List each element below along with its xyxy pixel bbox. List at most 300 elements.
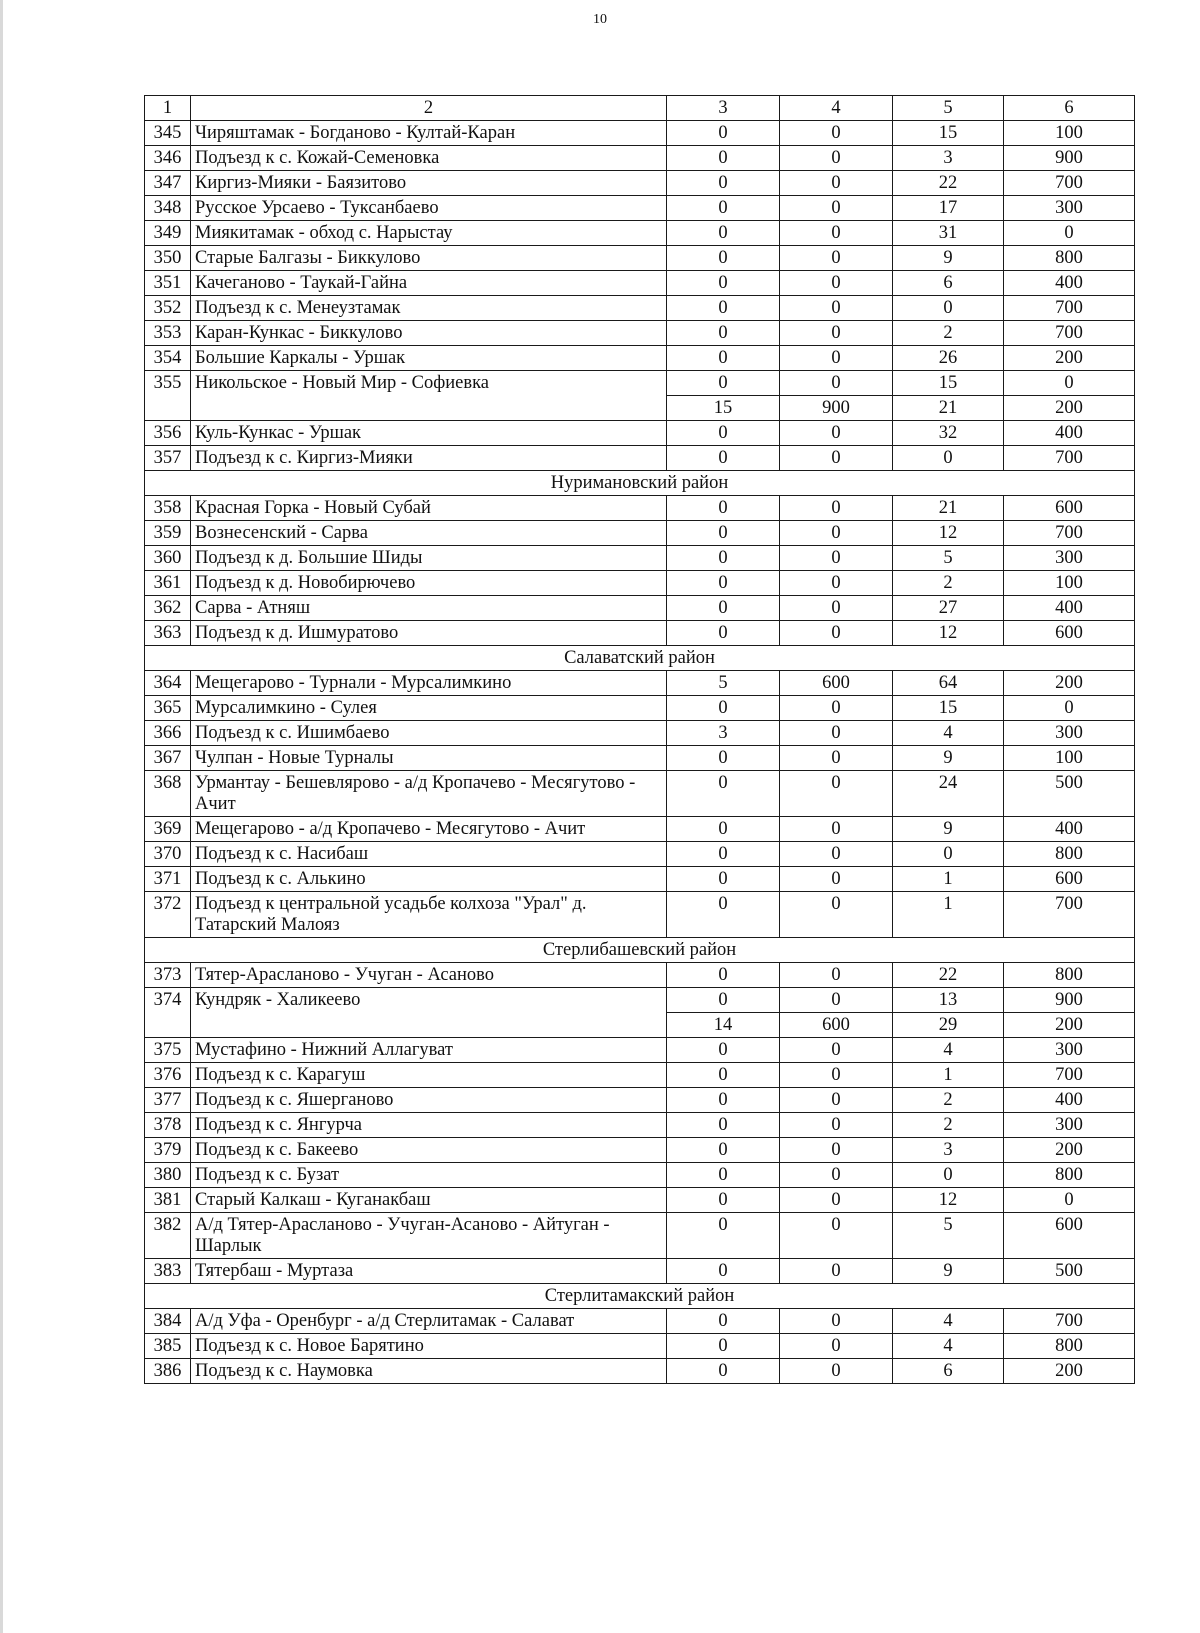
col4-value: 0 <box>780 1038 893 1063</box>
row-number: 373 <box>145 963 191 988</box>
road-name: Куль-Кункас - Уршак <box>191 421 667 446</box>
table-row <box>145 121 1135 146</box>
col4-value: 0 <box>780 421 893 446</box>
row-number: 349 <box>145 221 191 246</box>
col3-value: 0 <box>667 246 780 271</box>
col5-value: 4 <box>893 1334 1004 1359</box>
table-row <box>145 867 1135 892</box>
col5-value: 22 <box>893 963 1004 988</box>
col6-value: 600 <box>1004 1213 1135 1259</box>
road-name: Подъезд к д. Новобирючево <box>191 571 667 596</box>
col6-value: 800 <box>1004 842 1135 867</box>
roads-table <box>144 95 1135 1384</box>
col4-value: 600 <box>780 671 893 696</box>
road-name: Подъезд к с. Ишимбаево <box>191 721 667 746</box>
header-cell: 6 <box>1004 96 1135 121</box>
road-name: Русское Урсаево - Туксанбаево <box>191 196 667 221</box>
col3-value: 0 <box>667 1359 780 1384</box>
col4-value: 0 <box>780 746 893 771</box>
district-name: Стерлитамакский район <box>145 1284 1135 1309</box>
table-row <box>145 1038 1135 1063</box>
col5-value: 12 <box>893 621 1004 646</box>
col4-value: 0 <box>780 1138 893 1163</box>
header-row <box>145 96 1135 121</box>
col3-value: 0 <box>667 146 780 171</box>
table-row <box>145 696 1135 721</box>
col3-value: 0 <box>667 371 780 396</box>
table-row <box>145 721 1135 746</box>
col6-value: 600 <box>1004 867 1135 892</box>
row-number: 380 <box>145 1163 191 1188</box>
table-row <box>145 296 1135 321</box>
col3-value: 0 <box>667 521 780 546</box>
col5-value: 1 <box>893 867 1004 892</box>
road-name: Чиряштамак - Богданово - Култай-Каран <box>191 121 667 146</box>
table-row <box>145 1138 1135 1163</box>
col6-value: 700 <box>1004 892 1135 938</box>
col3-value: 0 <box>667 1213 780 1259</box>
col4-value: 0 <box>780 596 893 621</box>
col4-value: 0 <box>780 1188 893 1213</box>
roads-table-body <box>145 96 1135 1384</box>
table-row <box>145 1113 1135 1138</box>
col6-value: 800 <box>1004 963 1135 988</box>
col5-value: 5 <box>893 1213 1004 1259</box>
col5-value: 12 <box>893 1188 1004 1213</box>
col6-value: 0 <box>1004 371 1135 396</box>
col6-value: 0 <box>1004 1188 1135 1213</box>
col6-value: 400 <box>1004 1088 1135 1113</box>
col3-value: 14 <box>667 1013 780 1038</box>
col3-value: 0 <box>667 221 780 246</box>
col5-value: 0 <box>893 842 1004 867</box>
col6-value: 200 <box>1004 671 1135 696</box>
col3-value: 0 <box>667 271 780 296</box>
row-number: 359 <box>145 521 191 546</box>
col4-value: 0 <box>780 246 893 271</box>
row-number: 377 <box>145 1088 191 1113</box>
col5-value: 64 <box>893 671 1004 696</box>
col6-value: 100 <box>1004 121 1135 146</box>
col5-value: 6 <box>893 271 1004 296</box>
row-number: 354 <box>145 346 191 371</box>
table-row <box>145 771 1135 817</box>
row-number: 347 <box>145 171 191 196</box>
col3-value: 0 <box>667 196 780 221</box>
col6-value: 200 <box>1004 1013 1135 1038</box>
row-number: 367 <box>145 746 191 771</box>
col3-value: 0 <box>667 321 780 346</box>
row-number: 353 <box>145 321 191 346</box>
col4-value: 0 <box>780 842 893 867</box>
col5-value: 0 <box>893 296 1004 321</box>
table-row <box>145 842 1135 867</box>
row-number: 364 <box>145 671 191 696</box>
row-number: 376 <box>145 1063 191 1088</box>
road-name: Подъезд к центральной усадьбе колхоза "Урал" д. Татарский Малояз <box>191 892 667 938</box>
col6-value: 200 <box>1004 1359 1135 1384</box>
col6-value: 700 <box>1004 321 1135 346</box>
col6-value: 900 <box>1004 146 1135 171</box>
road-name: Никольское - Новый Мир - Софиевка <box>191 371 667 421</box>
col5-value: 3 <box>893 1138 1004 1163</box>
col3-value: 15 <box>667 396 780 421</box>
col5-value: 29 <box>893 1013 1004 1038</box>
road-name: Урмантау - Бешевлярово - а/д Кропачево - Месягутово - Ачит <box>191 771 667 817</box>
col5-value: 2 <box>893 1088 1004 1113</box>
road-name: Большие Каркалы - Уршак <box>191 346 667 371</box>
col6-value: 600 <box>1004 496 1135 521</box>
row-number: 348 <box>145 196 191 221</box>
road-name: Подъезд к с. Янгурча <box>191 1113 667 1138</box>
col6-value: 700 <box>1004 1309 1135 1334</box>
road-name: Подъезд к с. Яшерганово <box>191 1088 667 1113</box>
col6-value: 300 <box>1004 1038 1135 1063</box>
col5-value: 9 <box>893 246 1004 271</box>
col3-value: 0 <box>667 1259 780 1284</box>
col4-value: 0 <box>780 1334 893 1359</box>
row-number: 346 <box>145 146 191 171</box>
table-row <box>145 571 1135 596</box>
row-number: 381 <box>145 1188 191 1213</box>
col3-value: 0 <box>667 621 780 646</box>
col6-value: 700 <box>1004 521 1135 546</box>
col5-value: 15 <box>893 371 1004 396</box>
col4-value: 0 <box>780 521 893 546</box>
road-name: Кундряк - Халикеево <box>191 988 667 1038</box>
col5-value: 12 <box>893 521 1004 546</box>
col3-value: 0 <box>667 1138 780 1163</box>
row-number: 378 <box>145 1113 191 1138</box>
col3-value: 0 <box>667 1334 780 1359</box>
table-row <box>145 963 1135 988</box>
col4-value: 0 <box>780 1259 893 1284</box>
table-row <box>145 221 1135 246</box>
table-row <box>145 346 1135 371</box>
col6-value: 600 <box>1004 621 1135 646</box>
col5-value: 32 <box>893 421 1004 446</box>
col4-value: 0 <box>780 771 893 817</box>
col5-value: 2 <box>893 321 1004 346</box>
col5-value: 4 <box>893 721 1004 746</box>
col5-value: 31 <box>893 221 1004 246</box>
row-number: 361 <box>145 571 191 596</box>
road-name: Подъезд к с. Бакеево <box>191 1138 667 1163</box>
district-header-row <box>145 938 1135 963</box>
col6-value: 400 <box>1004 596 1135 621</box>
col5-value: 13 <box>893 988 1004 1013</box>
col6-value: 200 <box>1004 396 1135 421</box>
col4-value: 0 <box>780 346 893 371</box>
road-name: Подъезд к д. Ишмуратово <box>191 621 667 646</box>
district-header-row <box>145 646 1135 671</box>
col3-value: 0 <box>667 121 780 146</box>
road-name: Подъезд к с. Насибаш <box>191 842 667 867</box>
col3-value: 0 <box>667 496 780 521</box>
col4-value: 0 <box>780 121 893 146</box>
road-name: Тятер-Арасланово - Учуган - Асаново <box>191 963 667 988</box>
col3-value: 0 <box>667 1038 780 1063</box>
col4-value: 0 <box>780 296 893 321</box>
col4-value: 0 <box>780 571 893 596</box>
col6-value: 800 <box>1004 1163 1135 1188</box>
table-row <box>145 817 1135 842</box>
district-header-row <box>145 471 1135 496</box>
table-row <box>145 146 1135 171</box>
row-number: 352 <box>145 296 191 321</box>
row-number: 384 <box>145 1309 191 1334</box>
road-name: Подъезд к д. Большие Шиды <box>191 546 667 571</box>
table-row <box>145 421 1135 446</box>
header-cell: 5 <box>893 96 1004 121</box>
col4-value: 0 <box>780 321 893 346</box>
col3-value: 0 <box>667 892 780 938</box>
col6-value: 300 <box>1004 721 1135 746</box>
road-name: Подъезд к с. Наумовка <box>191 1359 667 1384</box>
col5-value: 6 <box>893 1359 1004 1384</box>
col4-value: 0 <box>780 221 893 246</box>
col4-value: 0 <box>780 988 893 1013</box>
col3-value: 0 <box>667 963 780 988</box>
col5-value: 27 <box>893 596 1004 621</box>
table-row <box>145 321 1135 346</box>
col3-value: 0 <box>667 867 780 892</box>
row-number: 351 <box>145 271 191 296</box>
col4-value: 0 <box>780 1309 893 1334</box>
col5-value: 22 <box>893 171 1004 196</box>
row-number: 379 <box>145 1138 191 1163</box>
row-number: 372 <box>145 892 191 938</box>
col4-value: 0 <box>780 963 893 988</box>
table-row <box>145 746 1135 771</box>
col4-value: 0 <box>780 1088 893 1113</box>
col6-value: 100 <box>1004 571 1135 596</box>
road-name: Подъезд к с. Алькино <box>191 867 667 892</box>
col5-value: 2 <box>893 571 1004 596</box>
col6-value: 300 <box>1004 196 1135 221</box>
table-row <box>145 271 1135 296</box>
table-row <box>145 988 1135 1013</box>
col3-value: 0 <box>667 1088 780 1113</box>
row-number: 355 <box>145 371 191 421</box>
col4-value: 0 <box>780 892 893 938</box>
col3-value: 0 <box>667 842 780 867</box>
col3-value: 0 <box>667 771 780 817</box>
col4-value: 0 <box>780 1359 893 1384</box>
row-number: 370 <box>145 842 191 867</box>
col5-value: 0 <box>893 446 1004 471</box>
row-number: 374 <box>145 988 191 1038</box>
road-name: Подъезд к с. Новое Барятино <box>191 1334 667 1359</box>
road-name: Подъезд к с. Карагуш <box>191 1063 667 1088</box>
table-row <box>145 521 1135 546</box>
col3-value: 0 <box>667 1309 780 1334</box>
col6-value: 0 <box>1004 696 1135 721</box>
col5-value: 24 <box>893 771 1004 817</box>
road-name: А/д Уфа - Оренбург - а/д Стерлитамак - Салават <box>191 1309 667 1334</box>
col4-value: 0 <box>780 196 893 221</box>
table-row <box>145 1213 1135 1259</box>
col6-value: 800 <box>1004 1334 1135 1359</box>
row-number: 345 <box>145 121 191 146</box>
col6-value: 700 <box>1004 1063 1135 1088</box>
page-number: 10 <box>593 12 607 27</box>
col6-value: 700 <box>1004 171 1135 196</box>
col4-value: 0 <box>780 371 893 396</box>
row-number: 371 <box>145 867 191 892</box>
row-number: 385 <box>145 1334 191 1359</box>
col5-value: 0 <box>893 1163 1004 1188</box>
col4-value: 0 <box>780 171 893 196</box>
col5-value: 5 <box>893 546 1004 571</box>
col6-value: 800 <box>1004 246 1135 271</box>
col6-value: 400 <box>1004 817 1135 842</box>
col5-value: 2 <box>893 1113 1004 1138</box>
road-name: Мещегарово - Турнали - Мурсалимкино <box>191 671 667 696</box>
road-name: Подъезд к с. Бузат <box>191 1163 667 1188</box>
district-name: Стерлибашевский район <box>145 938 1135 963</box>
scan-edge <box>0 0 3 1633</box>
col5-value: 17 <box>893 196 1004 221</box>
col3-value: 0 <box>667 346 780 371</box>
col4-value: 0 <box>780 546 893 571</box>
col3-value: 0 <box>667 1063 780 1088</box>
header-cell: 3 <box>667 96 780 121</box>
row-number: 386 <box>145 1359 191 1384</box>
table-row <box>145 546 1135 571</box>
table-row <box>145 1334 1135 1359</box>
col3-value: 3 <box>667 721 780 746</box>
col5-value: 1 <box>893 1063 1004 1088</box>
col3-value: 0 <box>667 696 780 721</box>
row-number: 368 <box>145 771 191 817</box>
col5-value: 21 <box>893 496 1004 521</box>
road-name: А/д Тятер-Арасланово - Учуган-Асаново - Айтуган - Шарлык <box>191 1213 667 1259</box>
col3-value: 0 <box>667 1188 780 1213</box>
table-row <box>145 1188 1135 1213</box>
header-cell: 4 <box>780 96 893 121</box>
col3-value: 0 <box>667 546 780 571</box>
header-cell: 2 <box>191 96 667 121</box>
road-name: Качеганово - Таукай-Гайна <box>191 271 667 296</box>
col6-value: 200 <box>1004 1138 1135 1163</box>
col3-value: 0 <box>667 421 780 446</box>
road-name: Чулпан - Новые Турналы <box>191 746 667 771</box>
row-number: 363 <box>145 621 191 646</box>
col4-value: 0 <box>780 721 893 746</box>
col6-value: 300 <box>1004 1113 1135 1138</box>
road-name: Вознесенский - Сарва <box>191 521 667 546</box>
col3-value: 0 <box>667 817 780 842</box>
col3-value: 0 <box>667 746 780 771</box>
col5-value: 15 <box>893 696 1004 721</box>
col3-value: 0 <box>667 988 780 1013</box>
col6-value: 700 <box>1004 446 1135 471</box>
road-name: Подъезд к с. Кожай-Семеновка <box>191 146 667 171</box>
district-header-row <box>145 1284 1135 1309</box>
table-row <box>145 596 1135 621</box>
col5-value: 4 <box>893 1038 1004 1063</box>
col4-value: 0 <box>780 621 893 646</box>
col3-value: 0 <box>667 446 780 471</box>
col4-value: 0 <box>780 1163 893 1188</box>
road-name: Старый Калкаш - Куганакбаш <box>191 1188 667 1213</box>
road-name: Сарва - Атняш <box>191 596 667 621</box>
col4-value: 900 <box>780 396 893 421</box>
col3-value: 0 <box>667 171 780 196</box>
col6-value: 700 <box>1004 296 1135 321</box>
col3-value: 0 <box>667 1163 780 1188</box>
table-row <box>145 496 1135 521</box>
col6-value: 200 <box>1004 346 1135 371</box>
road-name: Мустафино - Нижний Аллагуват <box>191 1038 667 1063</box>
road-name: Тятербаш - Муртаза <box>191 1259 667 1284</box>
district-name: Салаватский район <box>145 646 1135 671</box>
col4-value: 0 <box>780 271 893 296</box>
road-name: Подъезд к с. Менеузтамак <box>191 296 667 321</box>
col4-value: 0 <box>780 867 893 892</box>
row-number: 365 <box>145 696 191 721</box>
header-cell: 1 <box>145 96 191 121</box>
table-row <box>145 246 1135 271</box>
road-name: Каран-Кункас - Биккулово <box>191 321 667 346</box>
col6-value: 500 <box>1004 1259 1135 1284</box>
col5-value: 4 <box>893 1309 1004 1334</box>
row-number: 360 <box>145 546 191 571</box>
road-name: Подъезд к с. Киргиз-Мияки <box>191 446 667 471</box>
col5-value: 3 <box>893 146 1004 171</box>
col4-value: 0 <box>780 446 893 471</box>
table-row <box>145 671 1135 696</box>
table-row <box>145 621 1135 646</box>
col6-value: 300 <box>1004 546 1135 571</box>
table-row <box>145 446 1135 471</box>
row-number: 369 <box>145 817 191 842</box>
row-number: 375 <box>145 1038 191 1063</box>
col4-value: 600 <box>780 1013 893 1038</box>
road-name: Мещегарово - а/д Кропачево - Месягутово - Ачит <box>191 817 667 842</box>
col4-value: 0 <box>780 1113 893 1138</box>
col3-value: 0 <box>667 1113 780 1138</box>
row-number: 366 <box>145 721 191 746</box>
district-name: Нуримановский район <box>145 471 1135 496</box>
col6-value: 0 <box>1004 221 1135 246</box>
table-row <box>145 892 1135 938</box>
col6-value: 500 <box>1004 771 1135 817</box>
col5-value: 21 <box>893 396 1004 421</box>
col3-value: 0 <box>667 296 780 321</box>
road-name: Миякитамак - обход с. Нарыстау <box>191 221 667 246</box>
table-row <box>145 171 1135 196</box>
col5-value: 26 <box>893 346 1004 371</box>
col4-value: 0 <box>780 496 893 521</box>
col6-value: 900 <box>1004 988 1135 1013</box>
col6-value: 400 <box>1004 271 1135 296</box>
col3-value: 5 <box>667 671 780 696</box>
col3-value: 0 <box>667 596 780 621</box>
col5-value: 9 <box>893 746 1004 771</box>
col4-value: 0 <box>780 1063 893 1088</box>
col5-value: 15 <box>893 121 1004 146</box>
table-row <box>145 1088 1135 1113</box>
table-row <box>145 1163 1135 1188</box>
road-name: Старые Балгазы - Биккулово <box>191 246 667 271</box>
table-row <box>145 371 1135 396</box>
row-number: 357 <box>145 446 191 471</box>
col6-value: 400 <box>1004 421 1135 446</box>
col5-value: 9 <box>893 1259 1004 1284</box>
col5-value: 1 <box>893 892 1004 938</box>
